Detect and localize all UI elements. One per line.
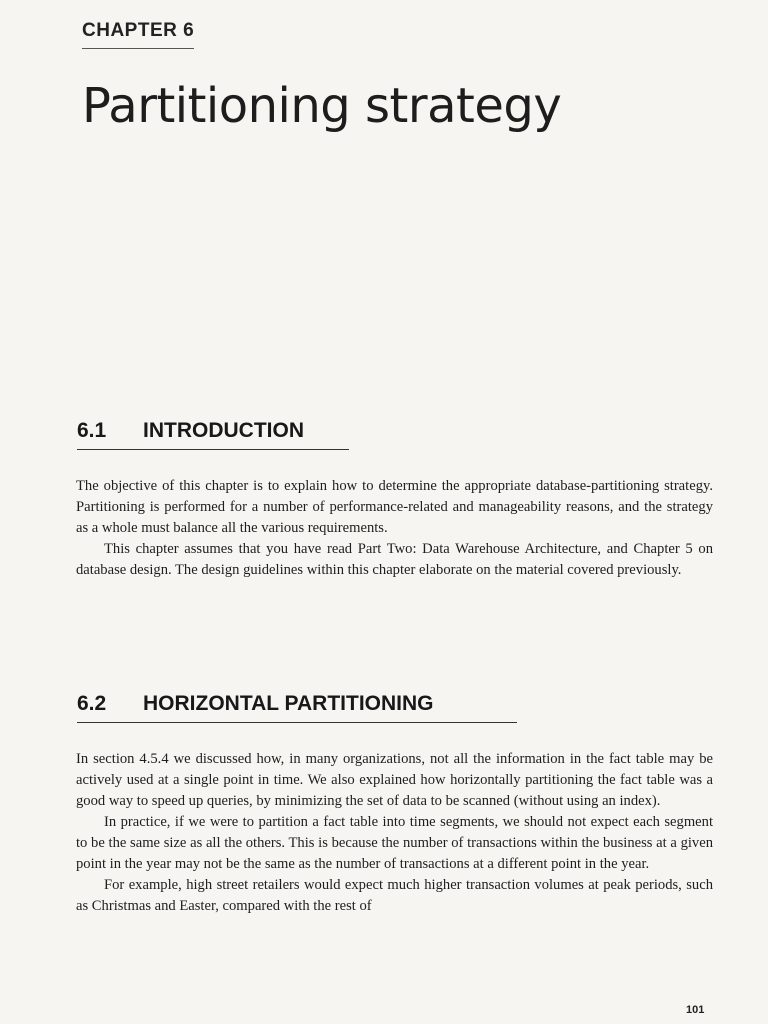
paragraph: The objective of this chapter is to explain how to determine the appropriate database-partitioning strategy. Partitioning is performed for a number of performance-related and manageability reasons, and the strategy as a whole must balance all the various requirements. — [76, 478, 713, 536]
page-number: 101 — [686, 1004, 705, 1016]
paragraph: In practice, if we were to partition a fact table into time segments, we should not expect each segment to be the same size as all the others. This is because the number of transactions within the business at a given point in the year may not be the same as the number of transactions at a different point in the year. — [76, 814, 713, 872]
section-heading-introduction — [77, 419, 349, 450]
chapter-label: CHAPTER 6 — [82, 20, 194, 49]
chapter-title: Partitioning strategy — [82, 78, 562, 134]
paragraph: This chapter assumes that you have read Part Two: Data Warehouse Architecture, and Chapter 5 on database design. The design guidelines within this chapter elaborate on the material covered previously. — [76, 541, 713, 578]
section-body-horizontal-partitioning — [76, 749, 713, 917]
paragraph: In section 4.5.4 we discussed how, in many organizations, not all the information in the fact table may be actively used at a single point in time. We also explained how horizontally partitioning the fact table was a good way to speed up queries, by minimizing the set of data to be scanned (without using an index). — [76, 751, 713, 809]
paragraph: For example, high street retailers would expect much higher transaction volumes at peak periods, such as Christmas and Easter, compared with the rest of — [76, 877, 713, 914]
section-number: 6.1 — [77, 419, 107, 442]
section-body-introduction — [76, 476, 713, 581]
section-number: 6.2 — [77, 692, 107, 715]
section-title: INTRODUCTION — [143, 419, 304, 442]
section-heading-horizontal-partitioning — [77, 692, 517, 723]
section-title: HORIZONTAL PARTITIONING — [143, 692, 434, 715]
